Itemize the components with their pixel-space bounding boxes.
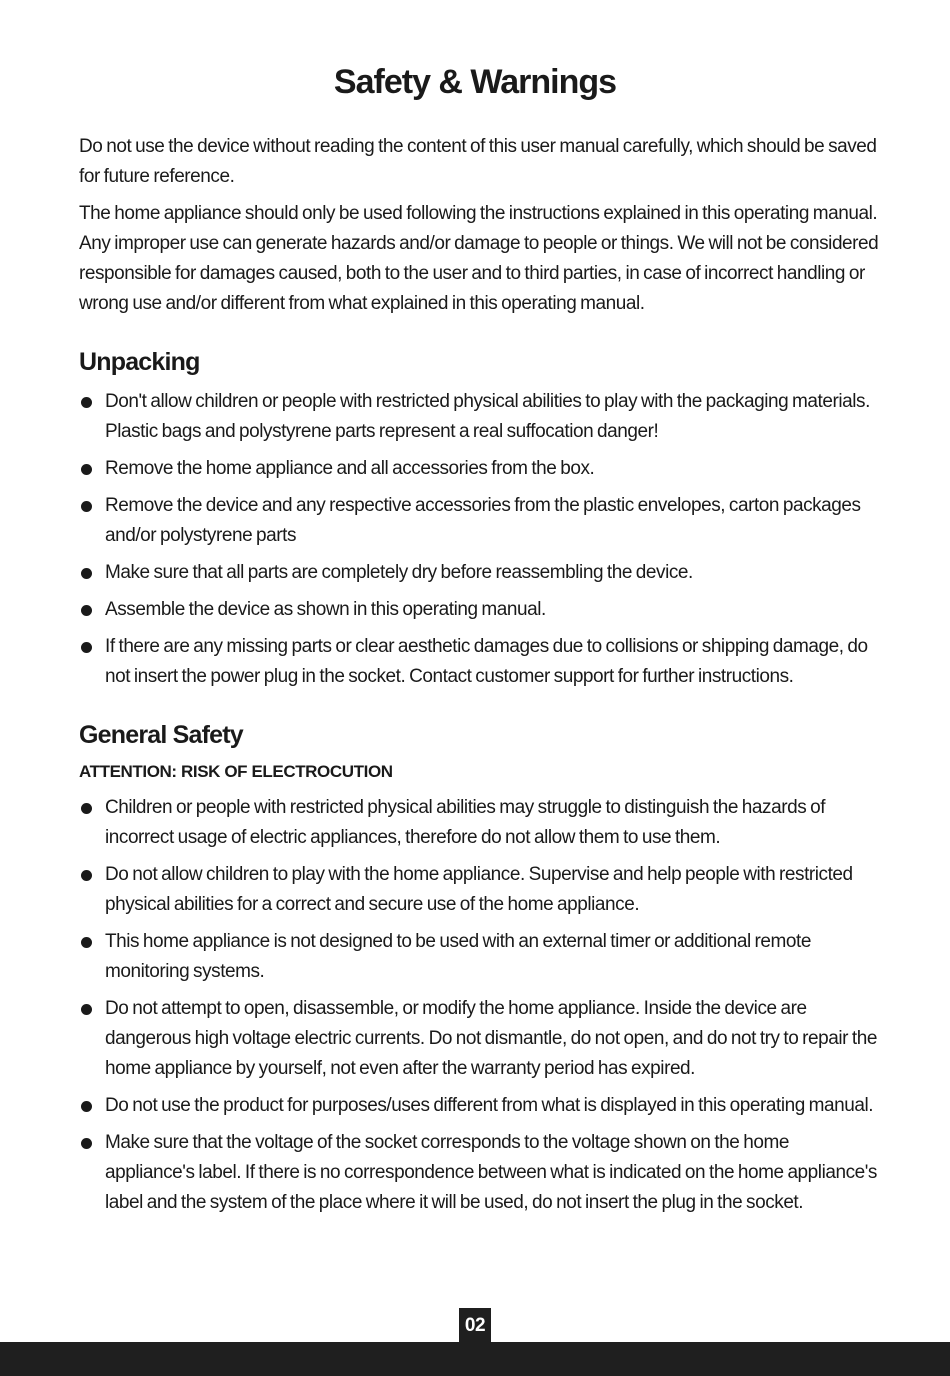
list-item-text: If there are any missing parts or clear aesthetic damages due to collisions or shipping damage, do not insert the power plug in the socket. Contact customer support for further instructions. [105,636,868,687]
bullet-icon [81,605,92,616]
general-safety-list [79,793,879,1218]
list-item [79,860,879,920]
page-title: Safety & Warnings [333,63,617,101]
intro-paragraph: Do not use the device without reading the content of this user manual carefully, which should be saved for future reference. [79,136,877,187]
footer-bar [0,1342,950,1376]
bullet-icon [81,937,92,948]
bullet-icon [81,642,92,653]
list-item [79,927,879,987]
list-item [79,994,879,1084]
list-item [79,793,879,853]
electrocution-warning-subheading: ATTENTION: RISK OF ELECTROCUTION [79,762,393,781]
list-item-text: Remove the device and any respective accessories from the plastic envelopes, carton packages and/or polystyrene parts [105,495,861,546]
list-item-text: Children or people with restricted physical abilities may struggle to distinguish the hazards of incorrect usage of electric appliances, therefore do not allow them to use them. [105,797,826,848]
list-item-text: Make sure that all parts are completely dry before reassembling the device. [105,562,693,583]
list-item-text: Do not attempt to open, disassemble, or modify the home appliance. Inside the device are dangerous high voltage electric currents. Do not dismantle, do not open, and do not try to repair the home appliance by yourself, not even after the warranty period has expired. [105,998,877,1079]
list-item-text: Do not use the product for purposes/uses different from what is displayed in this operating manual. [105,1095,874,1116]
bullet-icon [81,397,92,408]
list-item [79,632,879,692]
list-item-text: Remove the home appliance and all accessories from the box. [105,458,595,479]
unpacking-heading: Unpacking [79,348,200,376]
page-content [79,132,879,1225]
bullet-icon [81,1101,92,1112]
list-item-text: This home appliance is not designed to be used with an external timer or additional remote monitoring systems. [105,931,811,982]
unpacking-list [79,387,879,692]
general-safety-heading: General Safety [79,721,243,749]
list-item [79,491,879,551]
list-item [79,595,879,625]
list-item-text: Make sure that the voltage of the socket corresponds to the voltage shown on the home appliance's label. If there is no correspondence between what is indicated on the home appliance's label and the system of the place where it will be used, do not insert the plug in the socket. [105,1132,877,1213]
list-item [79,1091,879,1121]
bullet-icon [81,501,92,512]
list-item-text: Do not allow children to play with the home appliance. Supervise and help people with restricted physical abilities for a correct and secure use of the home appliance. [105,864,853,915]
list-item [79,387,879,447]
intro-paragraph: The home appliance should only be used following the instructions explained in this operating manual. Any improper use can generate hazards and/or damage to people or things. We will not be considered responsible for damages caused, both to the user and to third parties, in case of incorrect handling or wrong use and/or different from what explained in this operating manual. [79,203,879,314]
list-item-text: Don't allow children or people with restricted physical abilities to play with the packaging materials. Plastic bags and polystyrene parts represent a real suffocation danger! [105,391,870,442]
list-item [79,558,879,588]
bullet-icon [81,1004,92,1015]
list-item [79,1128,879,1218]
page-number: 02 [459,1308,491,1342]
bullet-icon [81,1138,92,1149]
bullet-icon [81,568,92,579]
bullet-icon [81,803,92,814]
bullet-icon [81,464,92,475]
list-item [79,454,879,484]
bullet-icon [81,870,92,881]
list-item-text: Assemble the device as shown in this operating manual. [105,599,546,620]
